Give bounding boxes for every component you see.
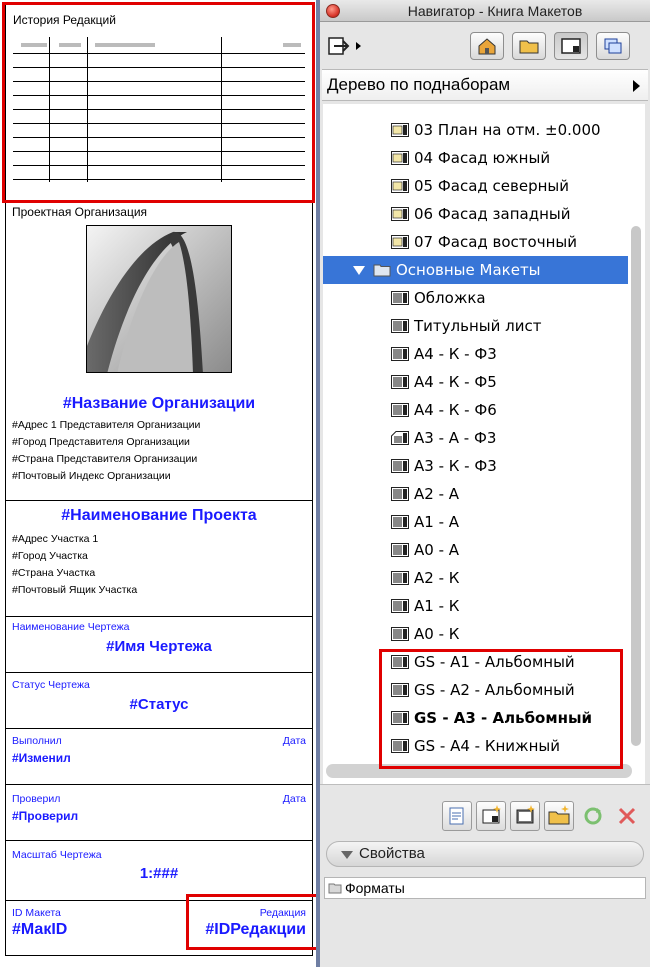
tree-item-label: A4 - К - Ф3 — [414, 345, 497, 363]
tree-item[interactable] — [323, 508, 628, 536]
drawing-icon — [391, 123, 409, 137]
properties-panel-header[interactable] — [326, 841, 644, 867]
formats-label: Форматы — [345, 880, 405, 896]
tree-item-label: A3 - А - Ф3 — [414, 429, 497, 447]
tree-item[interactable] — [323, 340, 628, 368]
checked-section — [6, 785, 312, 841]
master-layout-icon — [391, 571, 409, 585]
folder-icon — [328, 882, 342, 894]
revision-history-table — [13, 37, 305, 182]
tree-item-label: A2 - К — [414, 569, 460, 587]
tree-item[interactable] — [323, 480, 628, 508]
org-address-line: #Город Представителя Организации — [12, 436, 190, 448]
tree-item[interactable] — [323, 172, 628, 200]
folder-icon — [373, 263, 391, 277]
new-master-icon — [511, 802, 539, 830]
update-button[interactable] — [578, 801, 608, 831]
tree-item-label: A1 - К — [414, 597, 460, 615]
tree-item-label: 03 План на отм. ±0.000 — [414, 121, 601, 139]
tree-item-label: 04 Фасад южный — [414, 149, 551, 167]
drawing-name-value: #Имя Чертежа — [106, 638, 212, 655]
org-address-line: #Адрес 1 Представителя Организации — [12, 419, 201, 431]
scale-label: Масштаб Чертежа — [12, 849, 102, 861]
tree-item[interactable] — [323, 648, 628, 676]
refresh-icon — [579, 802, 607, 830]
delete-icon — [613, 802, 641, 830]
disclosure-triangle-icon — [341, 851, 353, 859]
project-section — [6, 501, 312, 617]
drawing-icon — [391, 151, 409, 165]
tree-item-label: GS - A2 - Альбомный — [414, 681, 575, 699]
house-icon — [476, 36, 498, 56]
master-layout-icon — [391, 627, 409, 641]
navigator-bottom-bar — [320, 784, 650, 967]
master-layout-icon — [391, 515, 409, 529]
performed-label: Выполнил — [12, 735, 62, 747]
new-layout-icon — [477, 802, 505, 830]
tree-item-label: Титульный лист — [414, 317, 542, 335]
tree-item[interactable] — [323, 564, 628, 592]
layout-id-section — [6, 901, 312, 955]
new-master-layout-button[interactable] — [510, 801, 540, 831]
formats-field[interactable] — [324, 877, 646, 899]
scale-section — [6, 841, 312, 901]
checked-label: Проверил — [12, 793, 61, 805]
tree-item[interactable] — [323, 620, 628, 648]
master-layout-icon — [391, 347, 409, 361]
settings-button[interactable] — [442, 801, 472, 831]
navigator-titlebar[interactable] — [320, 0, 650, 22]
master-layout-modified-icon — [391, 431, 409, 445]
new-layout-button[interactable] — [476, 801, 506, 831]
tree-item-label: A1 - А — [414, 513, 460, 531]
site-line: #Почтовый Ящик Участка — [12, 584, 138, 596]
title-block-frame — [5, 4, 313, 956]
tree-item-label: GS - A3 - Альбомный — [414, 709, 593, 727]
tree-item-label: A0 - А — [414, 541, 460, 559]
tree-item-label: A4 - К - Ф6 — [414, 401, 497, 419]
tree-item-label: Основные Макеты — [396, 261, 541, 279]
master-layout-icon — [391, 711, 409, 725]
tree-item[interactable] — [323, 452, 628, 480]
drawing-icon — [391, 235, 409, 249]
revision-label: Редакция — [259, 907, 306, 919]
tree-folder-item-selected[interactable] — [323, 256, 628, 284]
layout-tree — [323, 104, 645, 784]
tree-item[interactable] — [323, 312, 628, 340]
navigator-toolbar — [320, 23, 650, 67]
tree-item-label: A2 - А — [414, 485, 460, 503]
organization-title: Проектная Организация — [12, 205, 148, 219]
properties-label: Свойства — [359, 845, 425, 862]
checked-value: #Проверил — [12, 809, 79, 823]
master-layout-icon — [391, 403, 409, 417]
master-layout-icon — [391, 459, 409, 473]
tree-item[interactable] — [323, 676, 628, 704]
navigator-palette — [320, 0, 650, 967]
tree-vertical-scrollbar[interactable] — [631, 226, 641, 746]
tree-item[interactable] — [323, 284, 628, 312]
revision-value: #IDРедакции — [205, 921, 306, 938]
title-block-panel — [0, 0, 320, 967]
performed-date-label: Дата — [282, 735, 306, 747]
master-layout-icon — [391, 599, 409, 613]
tree-item-label: 06 Фасад западный — [414, 205, 571, 223]
publisher-button[interactable] — [596, 32, 630, 60]
archicad-logo-icon — [86, 225, 232, 373]
drawing-name-label: Наименование Чертежа — [12, 621, 130, 633]
master-layout-icon — [391, 487, 409, 501]
tree-horizontal-scrollbar[interactable] — [326, 764, 632, 778]
project-name: #Наименование Проекта — [61, 507, 257, 524]
settings-icon — [443, 802, 471, 830]
tree-item[interactable] — [323, 116, 628, 144]
new-subset-button[interactable] — [544, 801, 574, 831]
tree-item[interactable] — [323, 704, 628, 732]
performed-section — [6, 729, 312, 785]
master-layout-icon — [391, 375, 409, 389]
organization-name: #Название Организации — [62, 395, 256, 412]
revision-history-section — [6, 5, 312, 201]
site-line: #Город Участка — [12, 550, 88, 562]
site-line: #Адрес Участка 1 — [12, 533, 99, 545]
tree-item-label: GS - A1 - Альбомный — [414, 653, 575, 671]
delete-button[interactable] — [612, 801, 642, 831]
drawing-status-value: #Статус — [129, 696, 189, 713]
tree-item[interactable] — [323, 396, 628, 424]
site-line: #Страна Участка — [12, 567, 96, 579]
layout-id-label: ID Макета — [12, 907, 61, 919]
project-map-button[interactable] — [470, 32, 504, 60]
tree-item-label: A3 - К - Ф3 — [414, 457, 497, 475]
checked-date-label: Дата — [282, 793, 306, 805]
drawing-name-section — [6, 617, 312, 673]
tree-item[interactable] — [323, 424, 628, 452]
layout-id-value: #МакID — [12, 921, 68, 938]
tree-item[interactable] — [323, 144, 628, 172]
drawing-icon — [391, 207, 409, 221]
view-map-button[interactable] — [512, 32, 546, 60]
tree-item[interactable] — [323, 732, 628, 760]
tree-item-label: 05 Фасад северный — [414, 177, 570, 195]
master-layout-icon — [391, 543, 409, 557]
tree-view-label: Дерево по поднаборам — [327, 75, 511, 94]
window-title: Навигатор - Книга Макетов — [407, 3, 583, 19]
tree-item-label: A0 - К — [414, 625, 460, 643]
submenu-arrow-icon — [633, 80, 640, 92]
tree-item[interactable] — [323, 200, 628, 228]
master-layout-icon — [391, 291, 409, 305]
layout-book-button[interactable] — [554, 32, 588, 60]
org-address-line: #Страна Представителя Организации — [12, 453, 198, 465]
master-layout-icon — [391, 319, 409, 333]
tree-item[interactable] — [323, 368, 628, 396]
publisher-sets-icon — [602, 36, 624, 56]
new-subset-icon — [545, 802, 573, 830]
tree-item-label: 07 Фасад восточный — [414, 233, 577, 251]
drawing-icon — [391, 179, 409, 193]
navigator-menu-button[interactable] — [324, 32, 368, 60]
view-folder-icon — [518, 36, 540, 56]
scale-value: 1:### — [139, 865, 179, 882]
tree-item[interactable] — [323, 536, 628, 564]
layout-book-icon — [560, 36, 582, 56]
organization-section — [6, 201, 312, 501]
drawing-status-section — [6, 673, 312, 729]
tree-view-selector[interactable] — [322, 69, 648, 101]
tree-item[interactable] — [323, 592, 628, 620]
master-layout-icon — [391, 683, 409, 697]
revision-history-title: История Редакций — [13, 13, 116, 27]
master-layout-icon — [391, 655, 409, 669]
disclosure-open-icon[interactable] — [353, 266, 365, 275]
org-address-line: #Почтовый Индекс Организации — [12, 470, 171, 482]
tree-item-label: A4 - К - Ф5 — [414, 373, 497, 391]
master-layout-icon — [391, 739, 409, 753]
tree-item-label: Обложка — [414, 289, 486, 307]
tree-item[interactable] — [323, 228, 628, 256]
drawing-status-label: Статус Чертежа — [12, 679, 90, 691]
performed-value: #Изменил — [12, 751, 71, 765]
tree-item-label: GS - A4 - Книжный — [414, 737, 560, 755]
